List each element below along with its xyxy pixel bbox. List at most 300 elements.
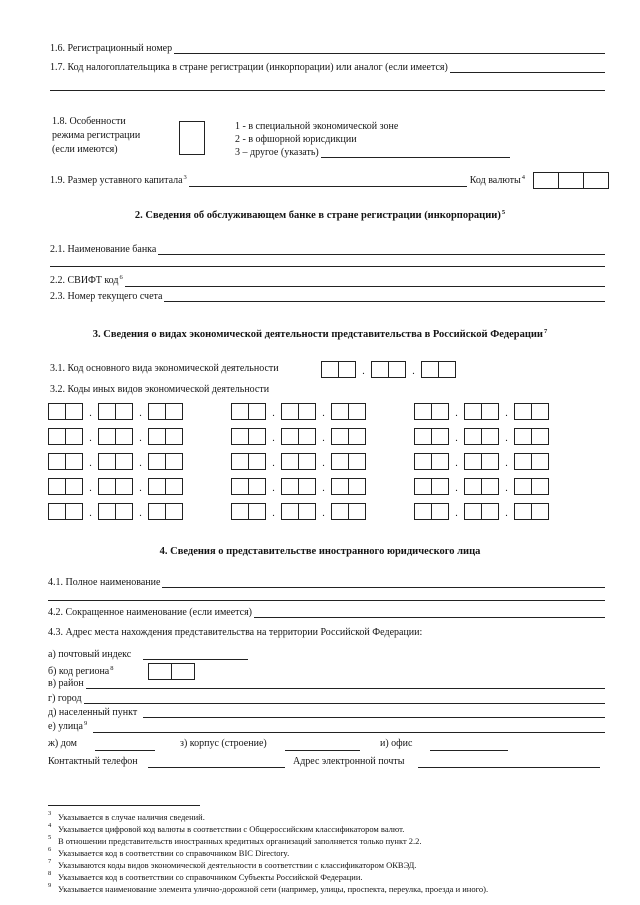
code-digit-pair xyxy=(464,478,499,495)
code-digit-box xyxy=(531,479,548,494)
regime-label-line: (если имеются) xyxy=(52,144,118,155)
code-digit-box xyxy=(149,429,165,444)
region-digit-box xyxy=(149,664,171,679)
section-3-heading-text: 3. Сведения о видах экономической деятельности представительства в Российской Федерации xyxy=(92,329,543,340)
currency-label xyxy=(470,175,525,188)
code-digit-pair xyxy=(231,478,266,495)
other-activity-code xyxy=(48,503,183,520)
bank-name-field xyxy=(158,244,605,255)
code-digit-box xyxy=(248,454,265,469)
code-digit-box xyxy=(282,429,298,444)
code-digit-box xyxy=(99,504,115,519)
city-field xyxy=(84,693,605,704)
capital-label xyxy=(50,175,187,188)
code-digit-box xyxy=(465,479,481,494)
code-digit-pair xyxy=(514,453,549,470)
code-digit-box xyxy=(49,454,65,469)
code-digit-pair xyxy=(98,428,133,445)
footnote xyxy=(48,859,618,871)
code-digit-box xyxy=(438,362,455,377)
code-digit-box xyxy=(115,429,132,444)
building-field xyxy=(285,750,360,751)
code-separator: . xyxy=(89,458,92,469)
regime-option-2: 2 - в офшорной юрисдикции xyxy=(235,134,357,145)
bank-name-row xyxy=(50,244,605,256)
code-digit-box xyxy=(115,504,132,519)
registration-regime-label xyxy=(52,115,140,157)
registration-number-field xyxy=(174,43,605,54)
code-separator: . xyxy=(412,366,415,377)
district-label: в) район xyxy=(48,678,84,689)
code-digit-box xyxy=(49,479,65,494)
code-digit-box xyxy=(232,454,248,469)
code-digit-box xyxy=(348,429,365,444)
code-separator: . xyxy=(322,408,325,419)
email-field xyxy=(418,767,600,768)
code-separator: . xyxy=(455,408,458,419)
code-digit-pair xyxy=(414,428,449,445)
code-digit-box xyxy=(481,479,498,494)
registration-number-row xyxy=(50,43,605,55)
code-digit-pair xyxy=(231,503,266,520)
account-row xyxy=(50,291,605,303)
footnote xyxy=(48,835,618,847)
code-digit-box xyxy=(282,404,298,419)
code-digit-box xyxy=(531,504,548,519)
code-digit-pair xyxy=(331,453,366,470)
full-name-field xyxy=(162,577,605,588)
code-separator: . xyxy=(455,433,458,444)
currency-digit-box xyxy=(558,173,583,188)
code-digit-pair xyxy=(281,478,316,495)
email-label: Адрес электронной почты xyxy=(293,756,405,767)
code-digit-box xyxy=(515,479,531,494)
region-digit-box xyxy=(171,664,194,679)
code-digit-box xyxy=(99,454,115,469)
section-4-heading: 4. Сведения о представительстве иностранного юридического лица xyxy=(159,546,481,557)
short-name-row xyxy=(48,607,605,619)
code-digit-pair xyxy=(321,361,356,378)
code-digit-pair xyxy=(281,403,316,420)
footnote xyxy=(48,871,618,883)
code-digit-box xyxy=(332,454,348,469)
code-digit-pair xyxy=(464,453,499,470)
code-digit-box xyxy=(431,404,448,419)
code-digit-box xyxy=(49,404,65,419)
code-digit-box xyxy=(415,504,431,519)
code-separator: . xyxy=(455,458,458,469)
code-digit-box xyxy=(115,454,132,469)
code-digit-pair xyxy=(414,453,449,470)
code-digit-box xyxy=(431,429,448,444)
code-digit-box xyxy=(282,504,298,519)
code-digit-pair xyxy=(48,478,83,495)
main-activity-code xyxy=(321,361,456,378)
code-digit-box xyxy=(232,429,248,444)
code-digit-box xyxy=(332,404,348,419)
short-name-label: 4.2. Сокращенное наименование (если имеется) xyxy=(48,607,253,618)
code-digit-box xyxy=(282,454,298,469)
code-digit-pair xyxy=(48,453,83,470)
footnote xyxy=(48,823,618,835)
code-separator: . xyxy=(362,366,365,377)
code-digit-box xyxy=(422,362,438,377)
code-digit-box xyxy=(298,479,315,494)
code-digit-box xyxy=(481,429,498,444)
footnote-number: 6 xyxy=(48,846,52,853)
other-activity-code xyxy=(414,478,549,495)
footnote-text: Указывается код в соответствии со справочником BIC Directory. xyxy=(58,848,290,858)
short-name-field xyxy=(254,607,605,618)
phone-field xyxy=(148,767,285,768)
currency-digit-box xyxy=(583,173,608,188)
phone-label: Контактный телефон xyxy=(48,756,138,767)
bank-name-label: 2.1. Наименование банка xyxy=(50,244,157,255)
code-digit-box xyxy=(348,454,365,469)
code-separator: . xyxy=(89,508,92,519)
code-digit-box xyxy=(99,429,115,444)
code-digit-box xyxy=(65,404,82,419)
code-digit-pair xyxy=(231,453,266,470)
code-digit-box xyxy=(431,479,448,494)
code-digit-pair xyxy=(148,428,183,445)
currency-code-boxes xyxy=(533,172,609,189)
bank-name-continuation-line xyxy=(50,266,605,267)
code-digit-box xyxy=(165,404,182,419)
locality-label: д) населенный пункт xyxy=(48,707,138,718)
footnote-ref: 8 xyxy=(110,665,114,672)
other-activity-code xyxy=(231,428,366,445)
tax-code-field xyxy=(450,62,605,73)
code-separator: . xyxy=(505,433,508,444)
code-digit-box xyxy=(465,429,481,444)
code-digit-pair xyxy=(48,403,83,420)
code-separator: . xyxy=(322,433,325,444)
footnote-number: 3 xyxy=(48,810,52,817)
house-label: ж) дом xyxy=(48,738,77,749)
currency-label-text: Код валюты xyxy=(469,175,521,186)
code-digit-box xyxy=(248,504,265,519)
main-activity-code-label: 3.1. Код основного вида экономической деятельности xyxy=(50,363,279,374)
footnote-number: 8 xyxy=(48,870,52,877)
other-activity-code xyxy=(414,428,549,445)
code-separator: . xyxy=(505,408,508,419)
code-digit-box xyxy=(515,429,531,444)
region-code-label-text: б) код региона xyxy=(48,666,110,677)
code-digit-pair xyxy=(464,503,499,520)
postal-code-label: а) почтовый индекс xyxy=(48,649,132,660)
office-label: и) офис xyxy=(380,738,413,749)
code-digit-box xyxy=(115,404,132,419)
full-name-row xyxy=(48,577,605,589)
code-digit-box xyxy=(99,479,115,494)
code-digit-pair xyxy=(331,428,366,445)
other-activity-code xyxy=(414,503,549,520)
tax-code-row xyxy=(50,62,605,74)
other-activity-code xyxy=(414,453,549,470)
code-separator: . xyxy=(139,408,142,419)
street-field xyxy=(93,722,605,733)
code-digit-pair xyxy=(514,478,549,495)
other-activity-code xyxy=(231,453,366,470)
locality-field xyxy=(143,707,605,718)
regime-code-box xyxy=(179,121,205,155)
capital-field xyxy=(189,176,467,187)
code-digit-box xyxy=(149,479,165,494)
regime-option-3: 3 – другое (указать) xyxy=(235,147,319,158)
footnote-number: 5 xyxy=(48,834,52,841)
code-separator: . xyxy=(505,483,508,494)
postal-code-row xyxy=(48,649,248,661)
footnote-text: Указываются коды видов экономической деятельности в соответствии с классификатором ОКВЭД. xyxy=(58,860,417,870)
code-digit-pair xyxy=(98,453,133,470)
code-digit-box xyxy=(515,454,531,469)
code-digit-pair xyxy=(414,403,449,420)
code-separator: . xyxy=(322,508,325,519)
code-digit-box xyxy=(372,362,388,377)
code-digit-box xyxy=(348,504,365,519)
code-digit-pair xyxy=(371,361,406,378)
code-digit-box xyxy=(465,404,481,419)
footnote-text: Указывается наименование элемента улично-дорожной сети (например, улицы, проспекта, переулка, проезда и иного). xyxy=(58,884,489,894)
footnote-ref: 7 xyxy=(543,328,548,335)
code-digit-box xyxy=(165,454,182,469)
code-separator: . xyxy=(322,483,325,494)
code-digit-box xyxy=(65,479,82,494)
capital-label-text: 1.9. Размер уставного капитала xyxy=(50,175,183,186)
district-row xyxy=(48,678,605,690)
code-separator: . xyxy=(272,483,275,494)
code-separator: . xyxy=(322,458,325,469)
regime-label-line: режима регистрации xyxy=(52,130,141,141)
address-label: 4.3. Адрес места нахождения представительства на территории Российской Федерации: xyxy=(48,627,423,638)
postal-code-field xyxy=(143,649,248,660)
capital-row xyxy=(50,176,525,188)
city-row xyxy=(48,693,605,705)
currency-digit-box xyxy=(534,173,558,188)
code-digit-box xyxy=(248,429,265,444)
code-digit-box xyxy=(149,404,165,419)
code-digit-box xyxy=(149,504,165,519)
code-digit-box xyxy=(332,479,348,494)
regime-option-1: 1 - в специальной экономической зоне xyxy=(235,121,399,132)
footnote-number: 4 xyxy=(48,822,52,829)
code-digit-box xyxy=(332,504,348,519)
district-field xyxy=(86,678,605,689)
street-label-text: е) улица xyxy=(48,721,83,732)
code-digit-box xyxy=(298,454,315,469)
code-digit-box xyxy=(248,479,265,494)
code-separator: . xyxy=(139,458,142,469)
code-digit-pair xyxy=(231,403,266,420)
code-digit-box xyxy=(431,454,448,469)
code-digit-pair xyxy=(98,503,133,520)
code-separator: . xyxy=(505,508,508,519)
code-digit-pair xyxy=(148,503,183,520)
code-separator: . xyxy=(272,433,275,444)
other-activity-code xyxy=(231,503,366,520)
footnote xyxy=(48,811,618,823)
code-digit-box xyxy=(165,429,182,444)
swift-row xyxy=(50,276,605,288)
code-digit-pair xyxy=(414,478,449,495)
code-digit-box xyxy=(515,504,531,519)
code-digit-pair xyxy=(514,403,549,420)
street-row xyxy=(48,722,605,734)
code-digit-pair xyxy=(148,478,183,495)
code-digit-box xyxy=(348,479,365,494)
code-digit-box xyxy=(99,404,115,419)
code-digit-box xyxy=(531,454,548,469)
swift-label xyxy=(50,275,123,288)
regime-label-line: 1.8. Особенности xyxy=(52,116,126,127)
other-activity-code xyxy=(231,403,366,420)
code-digit-box xyxy=(531,429,548,444)
street-label xyxy=(48,721,87,734)
footnote-ref: 5 xyxy=(501,209,506,216)
code-digit-pair xyxy=(331,503,366,520)
code-separator: . xyxy=(89,408,92,419)
code-digit-box xyxy=(481,504,498,519)
code-digit-pair xyxy=(514,428,549,445)
footnote-ref: 6 xyxy=(119,274,123,281)
tax-code-label: 1.7. Код налогоплательщика в стране регистрации (инкорпорации) или аналог (если имеется) xyxy=(50,62,448,73)
footnote-ref: 4 xyxy=(521,174,525,181)
regime-other-field xyxy=(321,147,510,158)
code-digit-box xyxy=(465,504,481,519)
code-digit-pair xyxy=(414,503,449,520)
code-separator: . xyxy=(505,458,508,469)
footnote-number: 7 xyxy=(48,858,52,865)
code-digit-box xyxy=(232,504,248,519)
code-digit-pair xyxy=(231,428,266,445)
code-separator: . xyxy=(139,508,142,519)
code-digit-box xyxy=(431,504,448,519)
footnote xyxy=(48,847,618,859)
footnote-ref: 9 xyxy=(83,720,88,727)
code-digit-pair xyxy=(148,403,183,420)
house-field xyxy=(95,750,155,751)
other-activity-code xyxy=(231,478,366,495)
code-digit-pair xyxy=(421,361,456,378)
code-digit-pair xyxy=(281,453,316,470)
code-digit-box xyxy=(531,404,548,419)
code-separator: . xyxy=(89,433,92,444)
swift-label-text: 2.2. СВИФТ код xyxy=(50,275,119,286)
code-digit-pair xyxy=(331,478,366,495)
footnote-text: В отношении представительств иностранных кредитных организаций заполняется только пункт 2.2. xyxy=(58,836,422,846)
account-label: 2.3. Номер текущего счета xyxy=(50,291,163,302)
code-digit-pair xyxy=(464,428,499,445)
code-digit-box xyxy=(388,362,405,377)
other-activity-code xyxy=(48,478,183,495)
code-digit-box xyxy=(115,479,132,494)
other-activity-code xyxy=(48,403,183,420)
code-digit-box xyxy=(298,429,315,444)
footnote-text: Указывается цифровой код валюты в соответствии с Общероссийским классификатором валют. xyxy=(58,824,405,834)
other-activity-code xyxy=(48,428,183,445)
code-separator: . xyxy=(272,458,275,469)
code-separator: . xyxy=(139,433,142,444)
footnote-ref: 3 xyxy=(183,174,187,181)
code-digit-pair xyxy=(98,403,133,420)
code-digit-box xyxy=(65,504,82,519)
code-digit-box xyxy=(415,454,431,469)
section-2-heading-text: 2. Сведения об обслуживающем банке в стране регистрации (инкорпорации) xyxy=(134,210,501,221)
registration-number-label: 1.6. Регистрационный номер xyxy=(50,43,173,54)
code-digit-box xyxy=(348,404,365,419)
footnote-text: Указывается в случае наличия сведений. xyxy=(58,812,205,822)
office-field xyxy=(430,750,508,751)
code-digit-pair xyxy=(48,503,83,520)
code-digit-box xyxy=(49,504,65,519)
code-digit-box xyxy=(332,429,348,444)
code-digit-box xyxy=(65,429,82,444)
code-digit-pair xyxy=(281,503,316,520)
code-digit-pair xyxy=(331,403,366,420)
code-digit-box xyxy=(165,504,182,519)
code-separator: . xyxy=(272,508,275,519)
other-activity-code xyxy=(414,403,549,420)
swift-field xyxy=(125,276,605,287)
city-label: г) город xyxy=(48,693,82,704)
code-digit-box xyxy=(49,429,65,444)
code-digit-box xyxy=(232,404,248,419)
code-digit-box xyxy=(232,479,248,494)
code-digit-pair xyxy=(148,453,183,470)
code-digit-box xyxy=(338,362,355,377)
account-field xyxy=(164,291,605,302)
code-separator: . xyxy=(89,483,92,494)
code-digit-box xyxy=(322,362,338,377)
locality-row xyxy=(48,707,605,719)
code-separator: . xyxy=(455,508,458,519)
regime-option-3-row xyxy=(235,147,510,159)
full-name-label: 4.1. Полное наименование xyxy=(48,577,161,588)
code-digit-box xyxy=(298,504,315,519)
code-digit-pair xyxy=(48,428,83,445)
code-digit-box xyxy=(481,404,498,419)
footnote-text: Указывается код в соответствии со справочником Субъекты Российской Федерации. xyxy=(58,872,363,882)
code-digit-box xyxy=(415,429,431,444)
code-digit-box xyxy=(65,454,82,469)
code-digit-box xyxy=(282,479,298,494)
footnote xyxy=(48,883,618,895)
footnote-separator xyxy=(48,805,200,806)
other-activity-code xyxy=(48,453,183,470)
building-label: з) корпус (строение) xyxy=(180,738,267,749)
full-name-continuation-line xyxy=(48,600,605,601)
code-digit-box xyxy=(248,404,265,419)
code-digit-box xyxy=(415,479,431,494)
section-3-heading xyxy=(0,328,640,343)
section-2-heading xyxy=(0,209,640,224)
code-digit-box xyxy=(481,454,498,469)
code-digit-box xyxy=(298,404,315,419)
code-separator: . xyxy=(272,408,275,419)
code-digit-box xyxy=(165,479,182,494)
code-digit-box xyxy=(149,454,165,469)
code-digit-box xyxy=(415,404,431,419)
code-digit-box xyxy=(465,454,481,469)
code-digit-pair xyxy=(281,428,316,445)
code-digit-box xyxy=(515,404,531,419)
code-separator: . xyxy=(139,483,142,494)
other-activity-codes-label: 3.2. Коды иных видов экономической деятельности xyxy=(50,384,270,395)
footnote-number: 9 xyxy=(48,882,52,889)
code-digit-pair xyxy=(514,503,549,520)
code-digit-pair xyxy=(464,403,499,420)
